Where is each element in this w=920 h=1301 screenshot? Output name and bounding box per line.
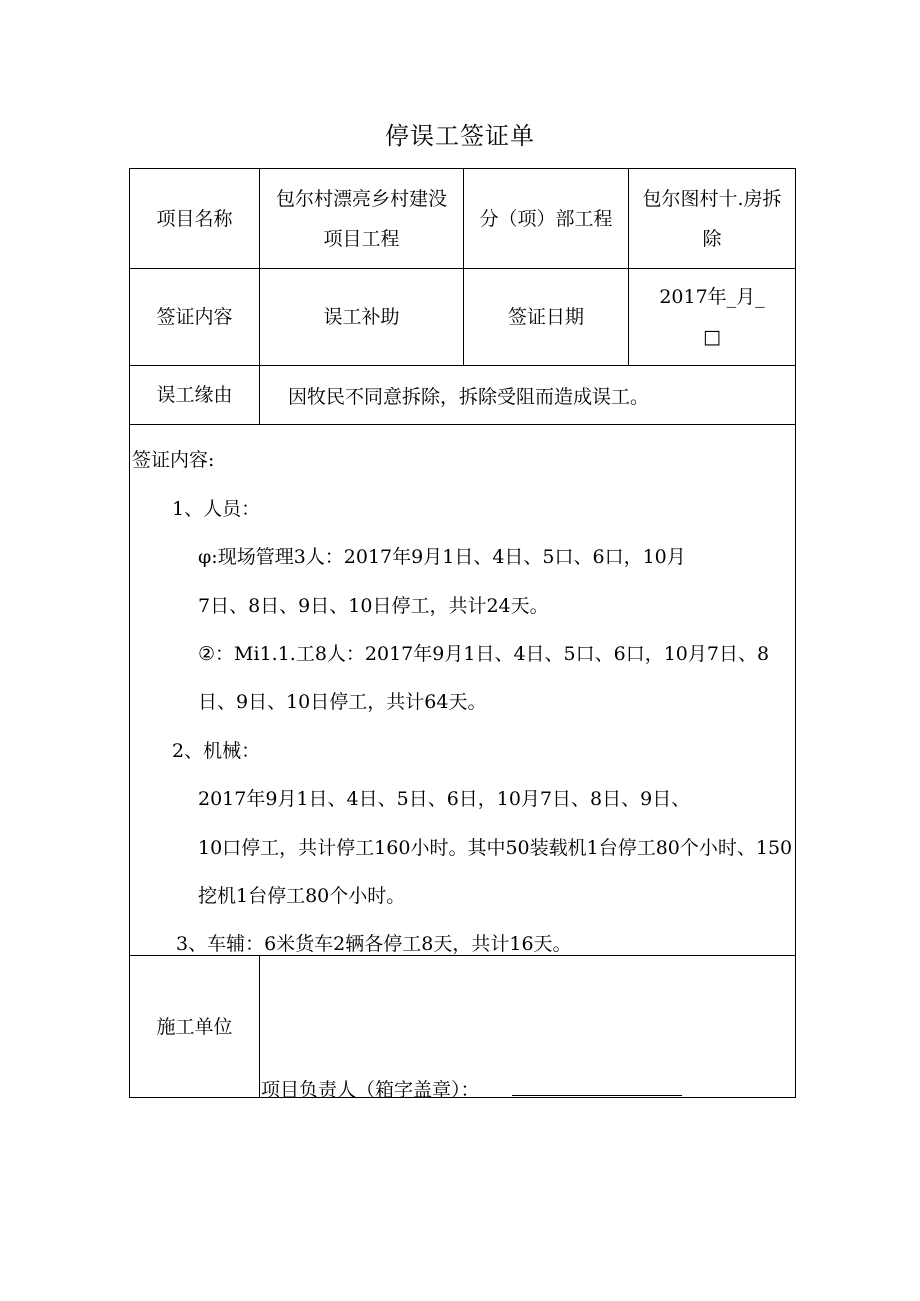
- visa-date-line1: 2017年_月_: [659, 286, 765, 308]
- project-name-label: [130, 169, 259, 268]
- visa-date-line2: □: [703, 326, 721, 348]
- project-name-label-text: 项目名称: [156, 207, 233, 230]
- content-line: φ:现场管理3人：2017年9月1日、4日、5口、6口，10月: [198, 546, 686, 568]
- sub-project-label-text: 分（项）部工程: [479, 207, 613, 230]
- project-name-value: [260, 169, 463, 268]
- column-divider: [259, 955, 260, 1097]
- delay-reason-label-text: 误工缘由: [156, 384, 233, 406]
- content-line: 10口停工，共计停工160小时。其中50装载机1台停工80个小时、150: [198, 837, 793, 859]
- project-name-line1: 包尔村漂亮乡村建没: [275, 187, 447, 210]
- delay-reason-label: [130, 366, 259, 424]
- visa-content-value: [260, 269, 463, 365]
- document-title: 停误工签证单: [385, 122, 535, 150]
- sub-project-line1: 包尔图村十.房拆: [642, 187, 782, 210]
- visa-content-label: [130, 269, 259, 365]
- content-line: 7日、8日、9日、10日停工，共计24天。: [198, 595, 549, 617]
- delay-reason-value: 因牧民不同意拆除，拆除受阻而造成误工。: [288, 386, 650, 408]
- visa-content-label-text: 签证内容: [156, 306, 233, 328]
- visa-content-value-text: 误工补助: [323, 306, 400, 328]
- content-line: 2、机械：: [172, 740, 261, 762]
- project-name-line2: 项目工程: [323, 227, 400, 250]
- sub-project-line2: 除: [702, 227, 722, 250]
- sub-project-label: [464, 169, 628, 268]
- visa-form-table: [129, 168, 796, 1101]
- content-line: 1、人员：: [172, 498, 261, 520]
- signature-label: 项目负责人（箱字盖章）：: [261, 1079, 480, 1101]
- visa-date-label: [464, 269, 628, 365]
- signature-line[interactable]: [512, 1095, 682, 1096]
- visa-date-label-text: 签证日期: [507, 306, 584, 328]
- row-divider: [130, 424, 795, 425]
- construction-unit-label: [130, 956, 259, 1097]
- content-line: ②：Mi1.1.工8人：2017年9月1日、4日、5口、6口，10月7日、8: [198, 643, 770, 665]
- content-line: 3、车辅：6米货车2辆各停工8天，共计16天。: [176, 933, 572, 955]
- sub-project-value: [629, 169, 795, 268]
- content-heading: 签证内容:: [132, 449, 215, 471]
- content-line: 日、9日、10日停工，共计64天。: [198, 691, 487, 713]
- content-line: 挖机1台停工80个小时。: [198, 885, 406, 907]
- construction-unit-label-text: 施工单位: [156, 1015, 233, 1038]
- content-line: 2017年9月1日、4日、5日、6日，10月7日、8日、9日、: [198, 788, 691, 810]
- visa-date-value: [629, 269, 795, 365]
